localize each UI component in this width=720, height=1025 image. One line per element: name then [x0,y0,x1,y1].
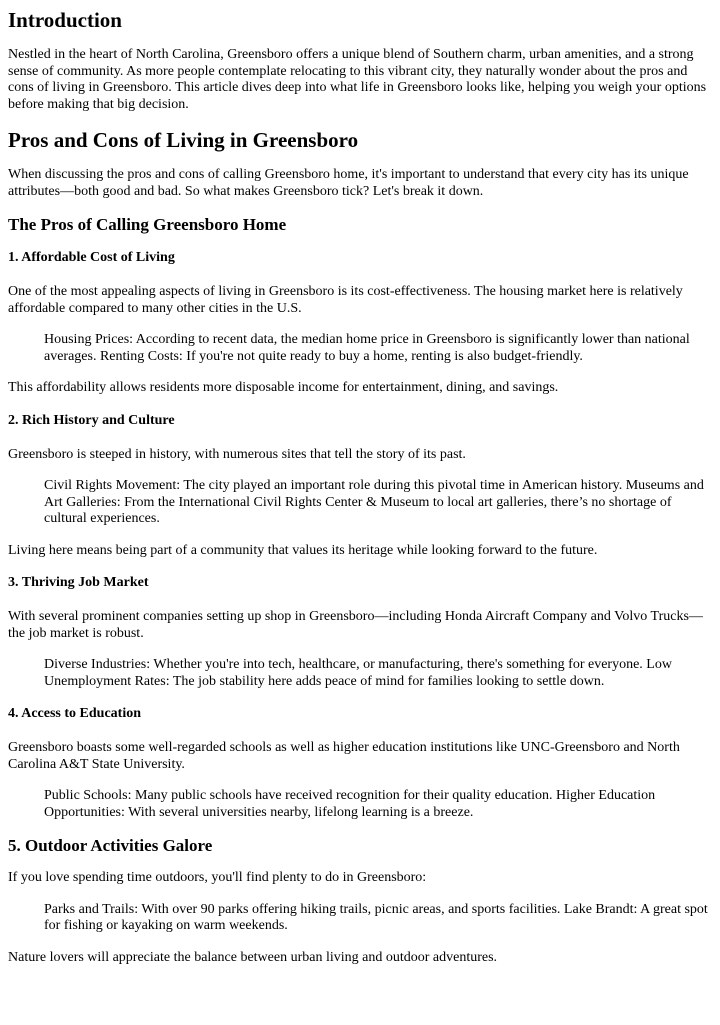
section-outro-outdoor: Nature lovers will appreciate the balance between urban living and outdoor adventures. [8,949,498,965]
pros-cons-heading: Pros and Cons of Living in Greensboro [8,128,359,152]
section-outro-history-culture: Living here means being part of a community that values its heritage while looking forward to the future. [8,542,598,558]
pros-cons-paragraph: When discussing the pros and cons of calling Greensboro home, it's important to understand that every city has its unique attributes—both good and bad. So what makes Greensboro tick? Let's break it down. [8,167,689,199]
section-quote-history-culture: Civil Rights Movement: The city played an important role during this pivotal time in American history. Museums and Art Galleries: From the International Civil Rights Center & Museum to local art galleries, there’s no shortage of cultural experiences. [44,478,704,526]
pros-heading: The Pros of Calling Greensboro Home [8,215,287,234]
section-quote-job-market: Diverse Industries: Whether you're into tech, healthcare, or manufacturing, there's something for everyone. Low Unemployment Rates: The job stability here adds peace of mind for families looking to settle down. [44,657,672,689]
section-heading-history-culture: 2. Rich History and Culture [8,412,175,428]
section-quote-affordable-cost: Housing Prices: According to recent data, the median home price in Greensboro is significantly lower than national averages. Renting Costs: If you're not quite ready to buy a home, renting is also budget-friendly. [44,332,690,364]
section-intro-education: Greensboro boasts some well-regarded schools as well as higher education institutions like UNC-Greensboro and North Carolina A&T State University. [8,740,680,772]
section-intro-history-culture: Greensboro is steeped in history, with numerous sites that tell the story of its past. [8,446,466,462]
section-intro-affordable-cost: One of the most appealing aspects of living in Greensboro is its cost-effectiveness. The housing market here is relatively affordable compared to many other cities in the U.S. [8,284,683,316]
section-heading-outdoor: 5. Outdoor Activities Galore [8,836,213,855]
article [0,8,720,966]
section-intro-outdoor: If you love spending time outdoors, you'll find plenty to do in Greensboro: [8,870,427,885]
section-quote-education: Public Schools: Many public schools have received recognition for their quality education. Higher Education Opportunities: With several universities nearby, lifelong learning is a breeze. [44,788,656,820]
section-heading-job-market: 3. Thriving Job Market [8,575,149,590]
section-outro-affordable-cost: This affordability allows residents more disposable income for entertainment, dining, and savings. [8,380,559,395]
section-intro-job-market: With several prominent companies setting up shop in Greensboro—including Honda Aircraft Company and Volvo Trucks—the job market is robust. [8,609,703,641]
intro-heading: Introduction [8,8,122,32]
section-quote-outdoor: Parks and Trails: With over 90 parks offering hiking trails, picnic areas, and sports facilities. Lake Brandt: A great spot for fishing or kayaking on warm weekends. [44,901,708,933]
intro-paragraph: Nestled in the heart of North Carolina, Greensboro offers a unique blend of Southern charm, urban amenities, and a strong sense of community. As more people contemplate relocating to this vibrant city, they naturally wonder about the pros and cons of living in Greensboro. This article dives deep into what life in Greensboro looks like, helping you weigh your options before making that big decision. [8,47,707,112]
section-heading-affordable-cost: 1. Affordable Cost of Living [8,250,175,265]
section-heading-education: 4. Access to Education [8,706,141,721]
